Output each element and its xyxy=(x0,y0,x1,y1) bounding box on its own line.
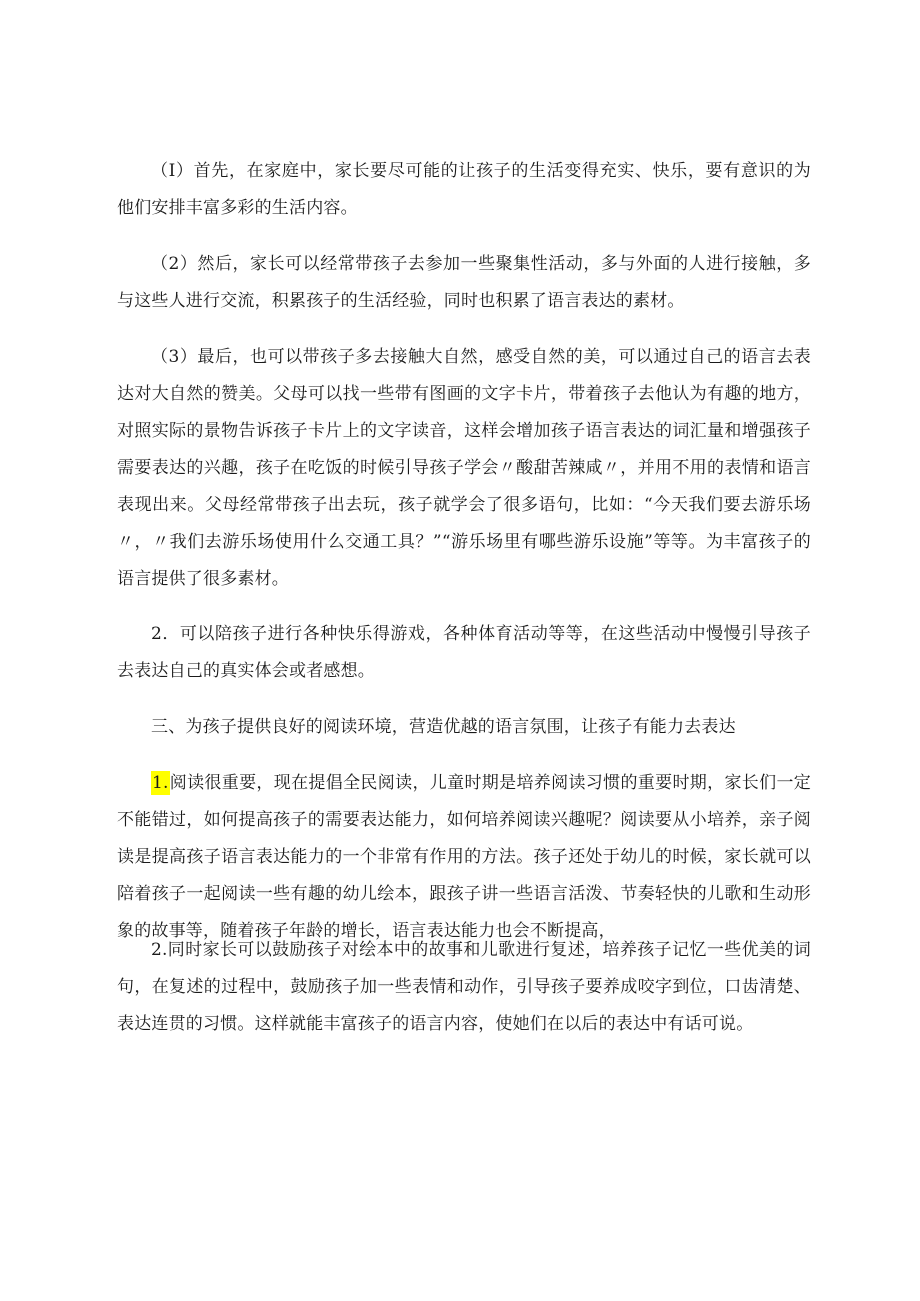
paragraph-games-sports: 2．可以陪孩子进行各种快乐得游戏，各种体育活动等等，在这些活动中慢慢引导孩子去表达自己的真实体会或者感想。 xyxy=(117,624,811,681)
section-heading-reading-environment: 三、为孩子提供良好的阅读环境，营造优越的语言氛围，让孩子有能力去表达 xyxy=(151,717,736,737)
highlighted-list-marker: 1. xyxy=(152,773,169,793)
paragraph-retelling-stories: 2.同时家长可以鼓励孩子对绘本中的故事和儿歌进行复述，培养孩子记忆一些优美的词句，在复述的过程中，鼓励孩子加一些表情和动作，引导孩子要养成咬字到位，口齿清楚、表达连贯的习惯。这样就能丰富孩子的语言内容，使她们在以后的表达中有话可说。 xyxy=(117,940,811,1034)
paragraph-nature-exploration: （3）最后，也可以带孩子多去接触大自然，感受自然的美，可以通过自己的语言去表达对大自然的赞美。父母可以找一些带有图画的文字卡片，带着孩子去他认为有趣的地方，对照实际的景物告诉孩子卡片上的文字读音，这样会增加孩子语言表达的词汇量和增强孩子需要表达的兴趣，孩子在吃饭的时候引导孩子学会〃酸甜苦辣咸〃，并用不用的表情和语言表现出来。父母经常带孩子出去玩，孩子就学会了很多语句，比如：“今天我们要去游乐场〃，〃我们去游乐场使用什么交通工具？”“游乐场里有哪些游乐设施”等等。为丰富孩子的语言提供了很多素材。 xyxy=(117,347,811,589)
paragraph-family-life: （I）首先，在家庭中，家长要尽可能的让孩子的生活变得充实、快乐，要有意识的为他们安排丰富多彩的生活内容。 xyxy=(117,161,811,218)
paragraph-reading-importance xyxy=(117,765,811,950)
paragraph-reading-importance-text: 阅读很重要，现在提倡全民阅读，儿童时期是培养阅读习惯的重要时期，家长们一定不能错过，如何提高孩子的需要表达能力，如何培养阅读兴趣呢？阅读要从小培养，亲子阅读是提高孩子语言表达能力的一个非常有作用的方法。孩子还处于幼儿的时候，家长就可以陪着孩子一起阅读一些有趣的幼儿绘本，跟孩子讲一些语言活泼、节奏轻快的儿歌和生动形象的故事等，随着孩子年龄的增长，语言表达能力也会不断提高， xyxy=(117,773,811,941)
paragraph-social-activities: （2）然后，家长可以经常带孩子去参加一些聚集性活动，多与外面的人进行接触，多与这些人进行交流，积累孩子的生活经验，同时也积累了语言表达的素材。 xyxy=(117,254,811,311)
